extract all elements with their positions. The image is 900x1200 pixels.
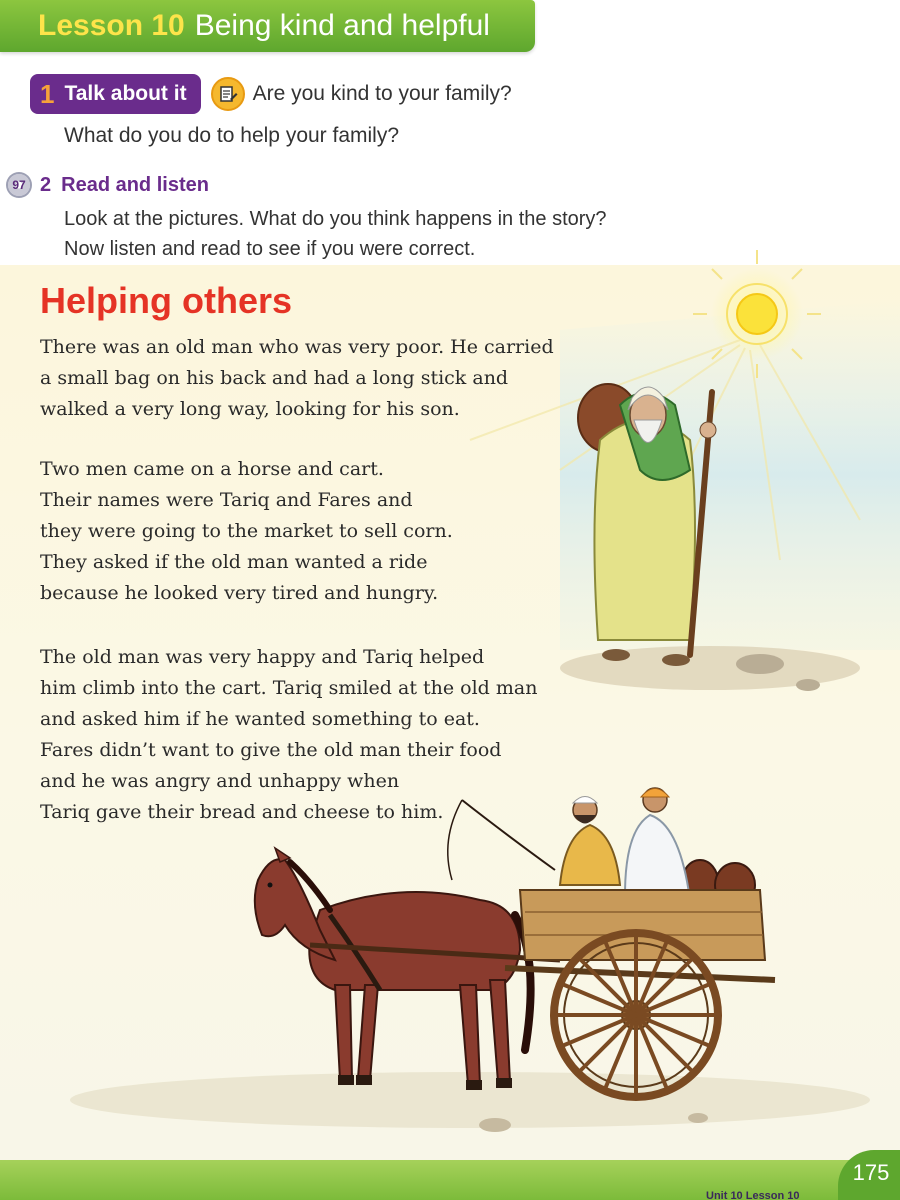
cart-wheel (554, 933, 718, 1097)
story-line: They asked if the old man wanted a ride (40, 551, 428, 573)
rock (688, 1113, 708, 1123)
lesson-banner (0, 0, 535, 52)
section-talk-about-it (30, 74, 512, 114)
talk-about-it-badge (30, 74, 201, 114)
story-line: There was an old man who was very poor. He carried (40, 336, 554, 358)
story-line: Their names were Tariq and Fares and (40, 489, 413, 511)
lesson-number: Lesson 10 (38, 9, 185, 42)
story-line: Tariq gave their bread and cheese to him. (40, 801, 444, 823)
section-number: 1 (40, 78, 55, 109)
story-paragraph-1 (40, 332, 580, 425)
story-line: and he was angry and unhappy when (40, 770, 400, 792)
story-paragraph-2 (40, 454, 470, 609)
story-line: they were going to the market to sell corn. (40, 520, 453, 542)
story-line: The old man was very happy and Tariq helped (40, 646, 485, 668)
question-2: What do you do to help your family? (64, 124, 400, 147)
rock (736, 654, 784, 674)
men-on-cart (560, 788, 690, 900)
unit-label: Unit 10 Lesson 10 (706, 1190, 800, 1200)
instruction-line: Look at the pictures. What do you think happens in the story? (64, 208, 607, 230)
story-line: a small bag on his back and had a long stick and (40, 367, 509, 389)
section-label: Read and listen (61, 173, 209, 196)
audio-cd-icon[interactable] (6, 172, 32, 198)
audio-track-number: 97 (12, 178, 26, 192)
story-line: because he looked very tired and hungry. (40, 582, 439, 604)
rock (479, 1118, 511, 1132)
story-line: Two men came on a horse and cart. (40, 458, 384, 480)
story-paragraph-3 (40, 642, 560, 828)
instructions (64, 204, 607, 264)
rock (796, 679, 820, 691)
section-label: Talk about it (64, 82, 187, 105)
instruction-line: Now listen and read to see if you were correct. (64, 238, 476, 260)
story-line: and asked him if he wanted something to eat. (40, 708, 480, 730)
section-read-and-listen (6, 172, 209, 198)
story-line: Fares didn’t want to give the old man their food (40, 739, 502, 761)
page-number: 175 (852, 1160, 890, 1185)
section-number: 2 (40, 173, 52, 196)
sun-icon (693, 250, 821, 378)
story-line: walked a very long way, looking for his son. (40, 398, 460, 420)
pencil-note-icon (211, 77, 245, 111)
question-1: Are you kind to your family? (252, 82, 512, 105)
lesson-title: Being kind and helpful (194, 9, 490, 42)
cart-figure (505, 788, 775, 1097)
story-line: him climb into the cart. Tariq smiled at the old man (40, 677, 538, 699)
story-title: Helping others (40, 280, 293, 321)
